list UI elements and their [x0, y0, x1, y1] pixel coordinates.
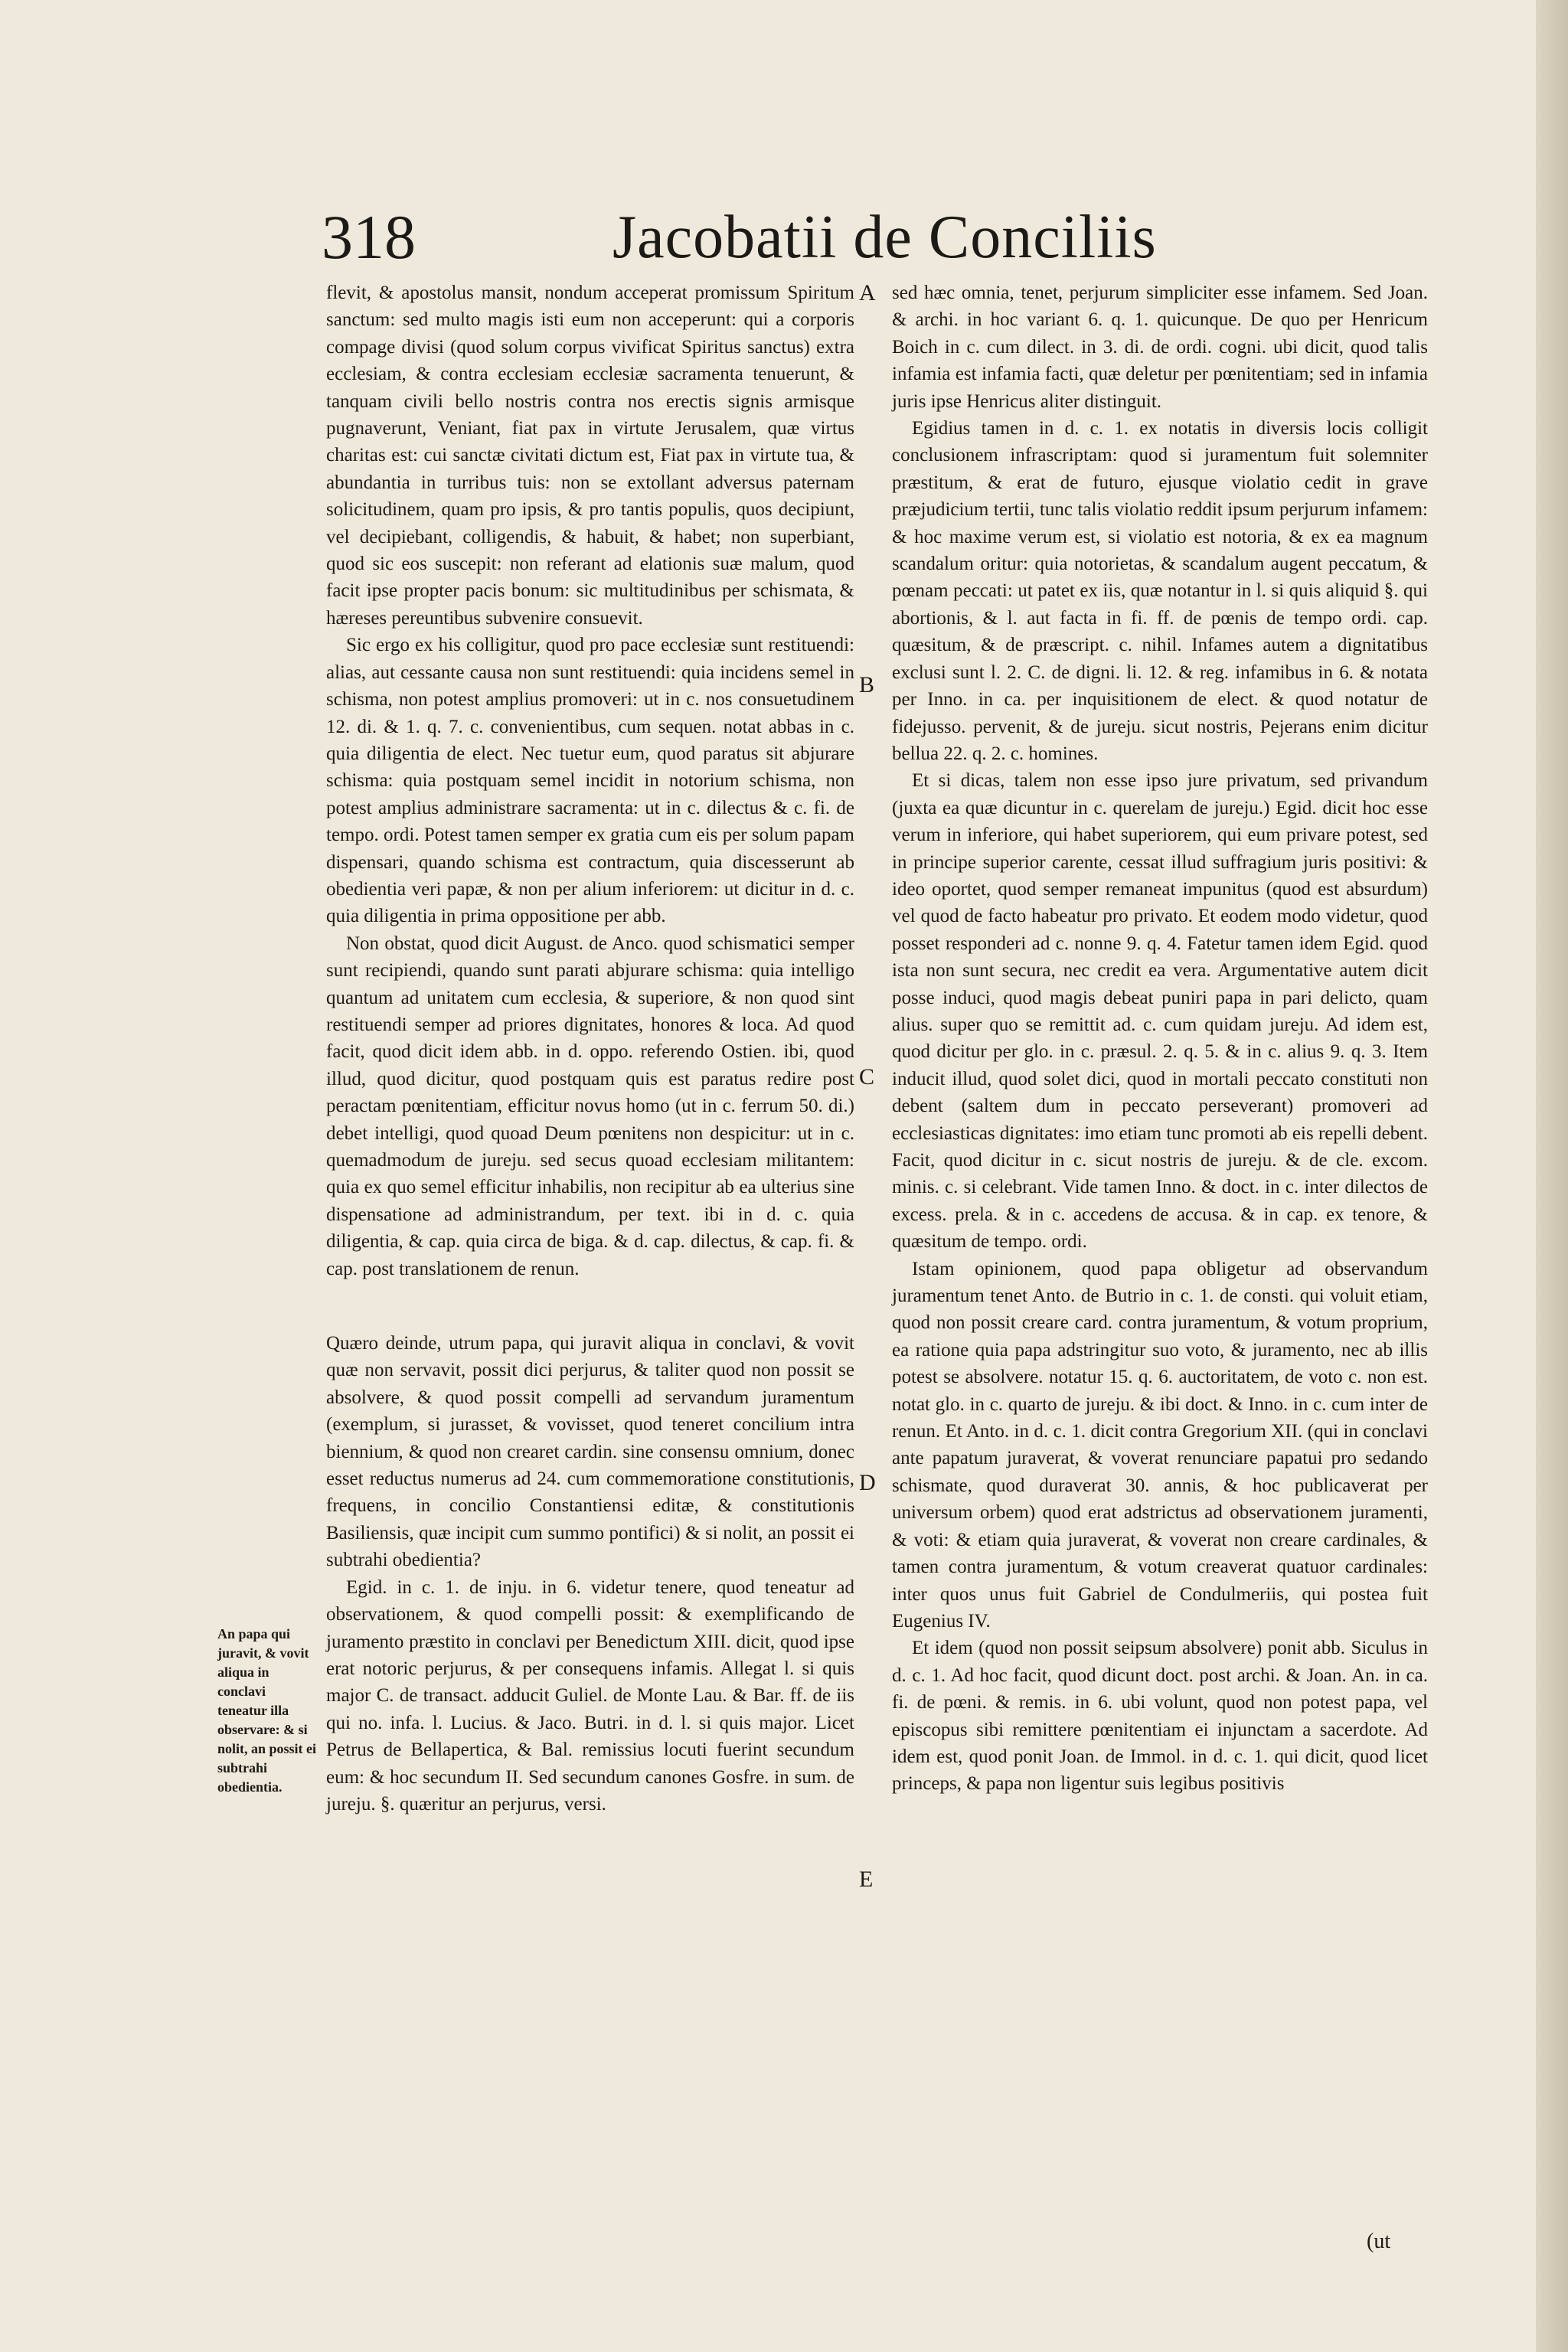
running-title: Jacobatii de Conciliis — [612, 204, 1157, 271]
right-paragraph-4: Istam opinionem, quod papa obligetur ad observandum juramentum tenet Anto. de Butrio in c. 1. de consti. qui voluit etiam, quod non possit creare card. contra juramentum, & votum proprium, ea ratione quia papa adstringitur suo voto, & juramento, nec ab illis potest se absolvere. notatur 15. q. 6. auctoritatem, de voto c. non est. notat glo. in c. quarto de jureju. & ibi doct. & Inno. in c. cum inter de renun. Et Anto. in d. c. 1. dicit contra Gregorium XII. (qui in conclavi ante papatum juraverat, & voverat renunciare papatui pro sedando schismate, quod duraverat 30. annis, & hoc publicaverat per universum orbem) quod erat adstrictus ad observationem juramenti, & voti: & etiam quia juraverat, & voverat non creare cardinales, & tamen contra juramentum, & votum creaverat quatuor cardinales: inter quos unus fuit Gabriel de Condulmeriis, qui postea fuit Eugenius IV. — [892, 1258, 1428, 1632]
page-edge-shadow — [1536, 0, 1568, 2352]
section-letter-b: B — [859, 672, 875, 697]
catchword: (ut — [1367, 2230, 1391, 2253]
left-paragraph-3: Non obstat, quod dicit August. de Anco. quod schismatici semper sunt recipiendi, quando sunt parati abjurare schisma: quia intelligo quantum ad unitatem cum ecclesia, & superiore, & non quod sint restituendi semper ad priores dignitates, honores & loca. Ad quod facit, quod dicit idem abb. in d. oppo. referendo Ostien. ibi, quod illud, quod dicitur, quod postquam quis est paratus redire post peractam pœnitentiam, efficitur novus homo (ut in c. ferrum 50. di.) debet intelligi, quod quoad Deum pœnitens non despicitur: ut in c. quemadmodum de jureju. sed secus quoad ecclesiam militantem: quia ex quo semel efficitur inhabilis, non recipitur ab ea ulterius sine dispensatione ad administrandum, per text. ibi in d. c. quia diligentia, & cap. quia circa de biga. & d. cap. dilectus, & cap. fi. & cap. post translationem de renun. — [326, 933, 854, 1279]
section-letter-c: C — [859, 1064, 875, 1089]
left-paragraph-1: flevit, & apostolus mansit, nondum acceperat promissum Spiritum sanctum: sed multo magis isti eum non acceperunt: qui a corporis compage divisi (quod solum corpus vivificat Spiritus sanctus) extra ecclesiam, & contra ecclesiam ecclesiæ sacramenta tenuerunt, & tanquam civili bello nostris contra nos erectis signis armisque pugnaverunt, Veniant, fiat pax in virtute Jerusalem, quæ virtus charitas est: cui sanctæ civitati dictum est, Fiat pax in virtute tua, & abundantia in turribus tuis: non se extollant adversus paternam solicitudinem, quam pro ipsis, & pro tantis populis, quos decipiunt, vel decipiebant, colligendis, & habuit, & habet; non superbiant, quod sic eos suscepit: non referant ad elationis suæ malum, quod facit ipse propter pacis bonum: sic multitudinibus per schismata, & hæreses pereuntibus subvenire consuevit. — [326, 283, 854, 629]
page-header — [322, 195, 1157, 279]
section-letter-e: E — [859, 1867, 874, 1892]
page-number: 318 — [322, 202, 416, 272]
right-paragraph-1: sed hæc omnia, tenet, perjurum simpliciter esse infamem. Sed Joan. & archi. in hoc variant 6. q. 1. quicunque. De quo per Henricum Boich in c. cum dilect. in 3. di. de ordi. cogni. ubi dicit, quod talis infamia est infamia facti, quæ deletur per pœnitentiam; sed in infamia juris ipse Henricus aliter distinguit. — [892, 283, 1428, 412]
section-letter-a: A — [859, 280, 876, 305]
left-column — [326, 279, 854, 1818]
right-paragraph-3: Et si dicas, talem non esse ipso jure privatum, sed privandum (juxta ea quæ dicuntur in c. querelam de jureju.) Egid. dicit hoc esse verum in inferiore, qui habet superiorem, qui eum privare potest, sed in principe superior carente, cessat illud suffragium juris positivi: & ideo oportet, quod semper remaneat impunitus (quod est absurdum) vel quod de facto habeatur pro privato. Et eodem modo videtur, quod posset responderi ad c. nonne 9. q. 4. Fatetur tamen idem Egid. quod ista non sunt secura, nec credit ea vera. Argumentative autem dicit posse induci, quod magis debeat puniri papa in pari delicto, quam alius. super quo se remittit ad. c. cum quidam jureju. Ad idem est, quod dicitur per glo. in c. præsul. 2. q. 5. & in c. alius 9. q. 3. Item inducit illud, quod solet dici, quod in mortali peccato constituti non debent (saltem dum in peccato perseverant) promoveri ad ecclesiasticas dignitates: imo etiam tunc promoti ab eis repelli debent. Facit, quod dicitur in c. sicut nostris de jureju. & de cle. excom. minis. c. si celebrant. Vide tamen Inno. & doct. in c. inter dilectos de excess. prela. & in c. accedens de accusa. & in cap. ex tenore, & quæsitum de tempo. ordi. — [892, 770, 1428, 1253]
left-paragraph-2: Sic ergo ex his colligitur, quod pro pace ecclesiæ sunt restituendi: alias, aut cessante causa non sunt restituendi: quia incidens semel in schisma, non potest amplius promoveri: ut in c. nos consuetudinem 12. di. & 1. q. 7. c. convenientibus, cum sequen. notat abbas in c. quia diligentia de elect. Nec tuetur eum, quod paratus sit abjurare schisma: quia postquam semel incidit in notorium schisma, non potest amplius administrare sacramenta: ut in c. dilectus & c. fi. de tempo. ordi. Potest tamen semper ex gratia cum eis per solum papam dispensari, quando schisma est contractum, quia discesserunt ab obedientia veri papæ, & non per alium inferiorem: ut dicitur in d. c. quia diligentia in prima oppositione per abb. — [326, 635, 854, 927]
right-column — [892, 279, 1428, 1798]
section-letter-d: D — [859, 1470, 876, 1495]
margin-note: An papa qui juravit, & vovit aliqua in conclavi teneatur illa observare: & si nolit, an possit ei subtrahi obedientia. — [217, 1626, 317, 1795]
left-paragraph-4: Quæro deinde, utrum papa, qui juravit aliqua in conclavi, & vovit quæ non servavit, possit dici perjurus, & taliter quod non possit se absolvere, & quod possit compelli ad servandum juramentum (exemplum, si jurasset, & vovisset, quod teneret concilium intra biennium, & quod non crearet cardin. sine consensu omnium, donec esset reductus numerus ad 24. cum commemoratione constitutionis, frequens, in concilio Constantiensi editæ, & constitutionis Basiliensis, quæ incipit cum summo pontifici) & si nolit, an possit ei subtrahi obedientia? — [326, 1333, 854, 1571]
right-paragraph-5: Et idem (quod non possit seipsum absolvere) ponit abb. Siculus in d. c. 1. Ad hoc facit, quod dicunt doct. post archi. & Joan. An. in ca. fi. de pœni. & remis. in 6. ubi volunt, quod non potest papa, vel episcopus sibi remittere pœnitentiam ei injunctam a sacerdote. Ad idem est, quod ponit Joan. de Immol. in d. c. 1. qui dicit, quod licet princeps, & papa non ligentur suis legibus positivis — [892, 1638, 1428, 1795]
right-paragraph-2: Egidius tamen in d. c. 1. ex notatis in diversis locis colligit conclusionem infrascriptam: quod si juramentum fuit solemniter præstitum, & erat de futuro, ejusque violatio cedit in grave præjudicium tertii, tunc talis violatio reddit ipsum perjurum infamem: & hoc maxime verum est, si violatio est notoria, & ex ea magnum scandalum oritur: quia notorietas, & scandalum augent peccatum, & pœnam peccati: ut patet ex iis, quæ notantur in l. si quis aliquid §. qui abortionis, & l. aut facta in fi. ff. de pœnis de tempo ordi. cap. quæsitum, & de præscript. c. nihil. Infames autem a dignitatibus exclusi sunt l. 2. C. de digni. li. 12. & reg. infamibus in 6. & notata per Inno. in ca. per inquisitionem de elect. & quod notatur de fidejusso. pervenit, & de jureju. sicut nostris, Pejerans enim dicitur bellua 22. q. 2. c. homines. — [892, 418, 1428, 764]
left-paragraph-5: Egid. in c. 1. de inju. in 6. videtur tenere, quod teneatur ad observationem, & quod compelli possit: & exemplificando de juramento præstito in conclavi per Benedictum XIII. dicit, quod ipse erat notoric perjurus, & per consequens infamis. Allegat l. si quis major C. de transact. adducit Guliel. de Monte Lau. & Bar. ff. de iis qui no. infa. l. Lucius. & Jaco. Butri. in d. l. si quis major. Licet Petrus de Bellapertica, & Bal. remissius locuti fuerint secundum eum: & hoc secundum II. Sed secundum canones Gosfre. in sum. de jureju. §. quæritur an perjurus, versi. — [326, 1576, 854, 1815]
